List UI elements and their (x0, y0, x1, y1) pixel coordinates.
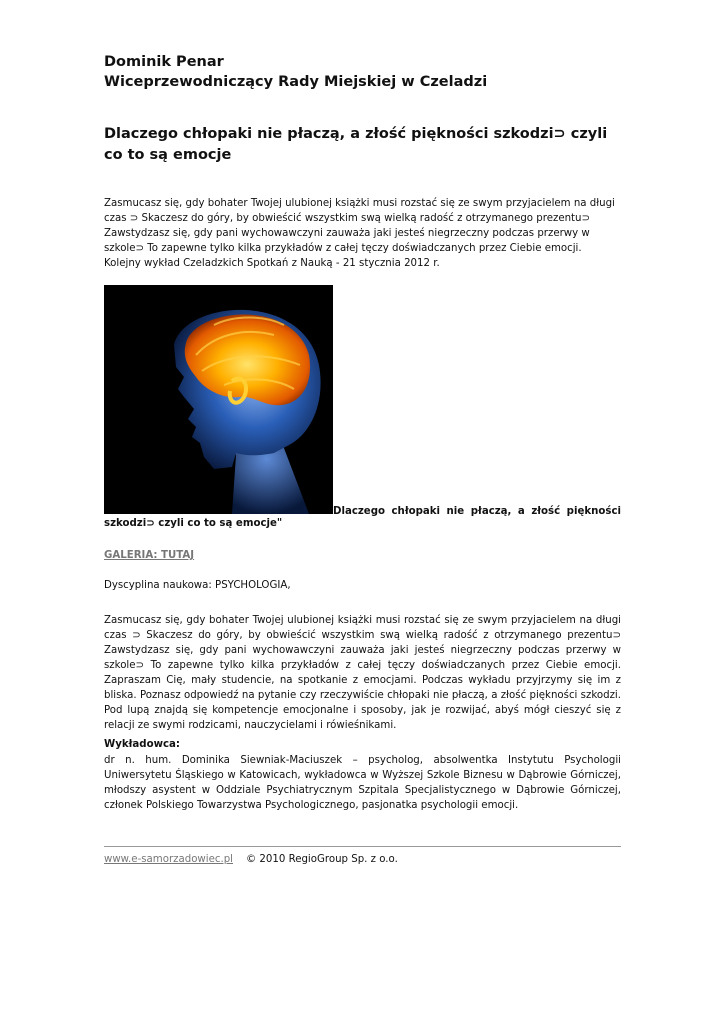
page-footer (104, 854, 398, 865)
site-link[interactable]: www.e-samorzadowiec.pl (104, 854, 233, 865)
figure-caption-line2: szkodzi⊃ czyli co to są emocje" (104, 518, 283, 529)
gallery-link[interactable]: GALERIA: TUTAJ (104, 550, 195, 561)
article-intro: Zasmucasz się, gdy bohater Twojej ulubionej książki musi rozstać się ze swym przyjacielem na długi czas ⊃ Skaczesz do góry, by obwieścić wszystkim swą wielką radość z otrzymanego prezentu⊃ Zawstydzasz się, gdy pani wychowawczyni zauważa jaki jesteś niegrzeczny podczas przerwy w szkole⊃ To zapewne tylko kilka przykładów z całej tęczy doświadczanych przez Ciebie emocji. Kolejny wykład Czeladzkich Spotkań z Nauką - 21 stycznia 2012 r. (104, 198, 615, 269)
figure-caption-line1: Dlaczego chłopaki nie płaczą, a złość piękności (333, 506, 621, 517)
footer-divider (104, 846, 621, 847)
discipline-line: Dyscyplina naukowa: PSYCHOLOGIA, (104, 580, 291, 591)
author-role: Wiceprzewodniczący Rady Miejskiej w Czeladzi (104, 74, 488, 90)
author-block (104, 52, 487, 92)
author-name: Dominik Penar (104, 54, 224, 70)
brain-image (104, 285, 333, 514)
lecturer-heading: Wykładowca: (104, 739, 180, 750)
article-body: Zasmucasz się, gdy bohater Twojej ulubionej książki musi rozstać się ze swym przyjacielem na długi czas ⊃ Skaczesz do góry, by obwieścić wszystkim swą wielką radość z otrzymanego prezentu⊃ Zawstydzasz się, gdy pani wychowawczyni zauważa jaki jesteś niegrzeczny podczas przerwy w szkole⊃ To zapewne tylko kilka przykładów z całej tęczy doświadczanych przez Ciebie emocji. Zapraszam Cię, mały studencie, na spotkanie z emocjami. Podczas wykładu przyjrzymy się im z bliska. Poznasz odpowiedź na pytanie czy rzeczywiście chłopaki nie płaczą, a złość piękności szkodzi. Pod lupą znajdą się kompetencje emocjonalne i sposoby, jak je rozwijać, abyś mógł cieszyć się z relacji ze swymi rodzicami, nauczycielami i rówieśnikami. (104, 615, 621, 731)
lecturer-bio: dr n. hum. Dominika Siewniak-Maciuszek – psycholog, absolwentka Instytutu Psychologii Uniwersytetu Śląskiego w Katowicach, wykładowca w Wyższej Szkole Biznesu w Dąbrowie Górniczej, młodszy asystent w Oddziale Psychiatrycznym Szpitala Specjalistycznego w Dąbrowie Górniczej, członek Polskiego Towarzystwa Psychologicznego, pasjonatka psychologii emocji. (104, 755, 621, 811)
article-figure (104, 285, 621, 529)
article-title: Dlaczego chłopaki nie płaczą, a złość piękności szkodzi⊃ czyli co to są emocje (104, 126, 608, 163)
copyright-text: © 2010 RegioGroup Sp. z o.o. (245, 854, 398, 865)
